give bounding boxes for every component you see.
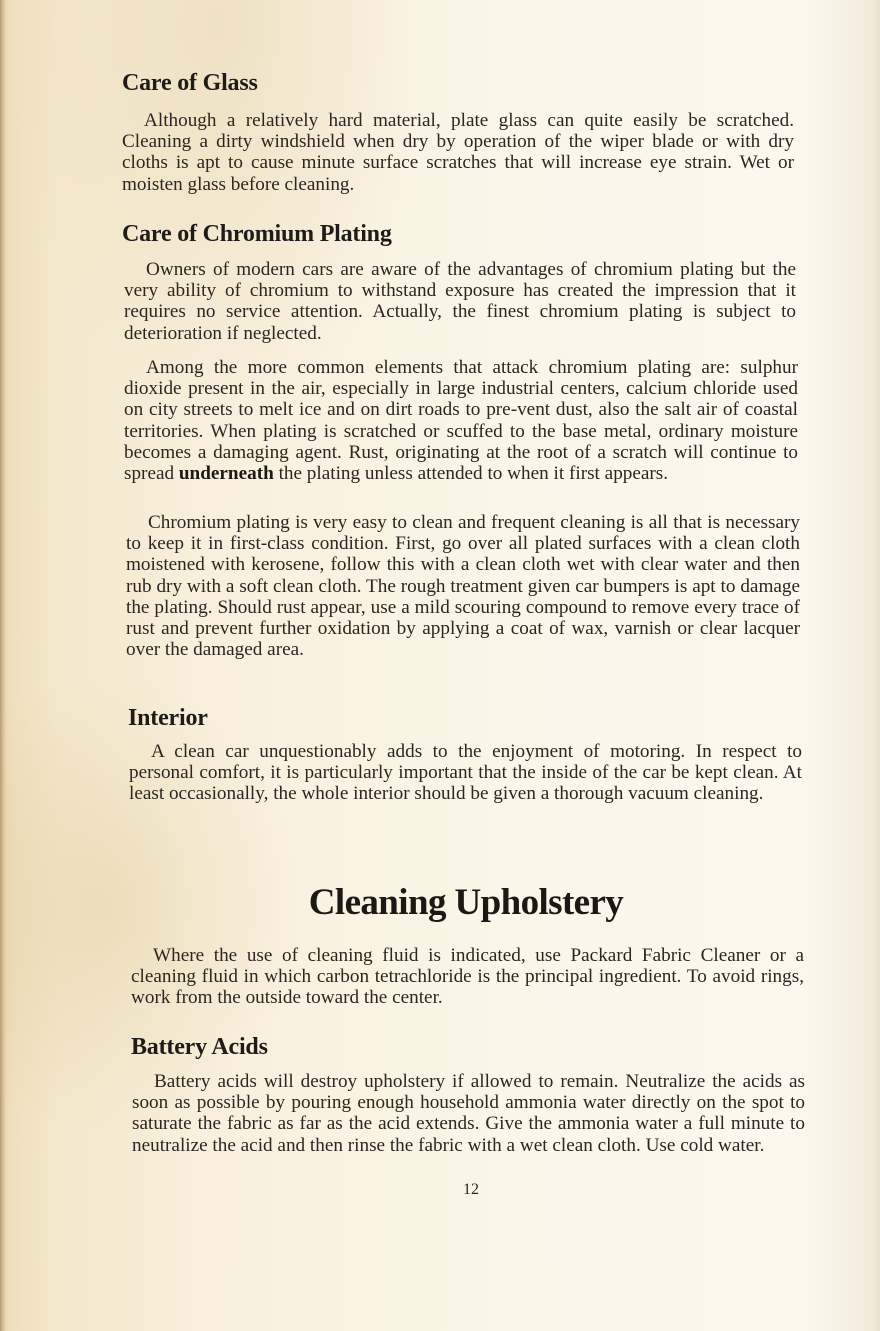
paragraph-interior: A clean car unquestionably adds to the enjoyment of motoring. In respect to personal comfort, it is particularly important that the inside of the car be kept clean. At least occasionally, the whole interior should be given a thorough vacuum cleaning.	[129, 741, 802, 805]
heading-care-of-glass: Care of Glass	[122, 70, 258, 96]
paragraph-cleaning-upholstery: Where the use of cleaning fluid is indicated, use Packard Fabric Cleaner or a cleaning fluid in which carbon tetrachloride is the principal ingredient. To avoid rings, work from the outside toward the center.	[131, 945, 804, 1009]
heading-cleaning-upholstery: Cleaning Upholstery	[308, 882, 624, 923]
heading-care-of-chromium-plating: Care of Chromium Plating	[122, 221, 392, 247]
page-number: 12	[463, 1181, 479, 1198]
page-binding-edge	[0, 0, 6, 1331]
paragraph-chromium-elements	[124, 357, 798, 484]
paragraph-chromium-intro: Owners of modern cars are aware of the advantages of chromium plating but the very ability of chromium to withstand exposure has created the impression that it requires no service attention. Actually, the finest chromium plating is subject to deterioration if neglected.	[124, 259, 796, 344]
paragraph-chromium-cleaning: Chromium plating is very easy to clean and frequent cleaning is all that is necessary to keep it in first-class condition. First, go over all plated surfaces with a clean cloth moistened with kerosene, follow this with a clean cloth wet with clear water and then rub dry with a soft clean cloth. The rough treatment given car bumpers is apt to damage the plating. Should rust appear, use a mild scouring compound to remove every trace of rust and prevent further oxidation by applying a coat of wax, varnish or clear lacquer over the damaged area.	[126, 512, 800, 661]
heading-battery-acids: Battery Acids	[131, 1034, 268, 1060]
paragraph-chromium-elements-tail: the plating unless attended to when it first appears.	[273, 463, 669, 485]
paragraph-battery-acids: Battery acids will destroy upholstery if allowed to remain. Neutralize the acids as soon as possible by pouring enough household ammonia water directly on the spot to saturate the fabric as far as the acid extends. Give the ammonia water a full minute to neutralize the acid and then rinse the fabric with a wet clean cloth. Use cold water.	[132, 1071, 805, 1156]
paragraph-care-of-glass: Although a relatively hard material, plate glass can quite easily be scratched. Cleaning a dirty windshield when dry by operation of the wiper blade or with dry cloths is apt to cause minute surface scratches that will increase eye strain. Wet or moisten glass before cleaning.	[122, 110, 794, 195]
paragraph-chromium-elements-text: Among the more common elements that attack chromium plating are: sulphur dioxide present in the air, especially in large industrial centers, calcium chloride used on city streets to melt ice and on dirt roads to pre-vent dust, also the salt air of coastal territories. When plating is scratched or scuffed to the base metal, ordinary moisture becomes a damaging agent. Rust, originating at the root of a scratch will continue to spread	[124, 357, 798, 485]
heading-interior: Interior	[128, 705, 208, 731]
emphasis-underneath: underneath	[178, 463, 274, 485]
